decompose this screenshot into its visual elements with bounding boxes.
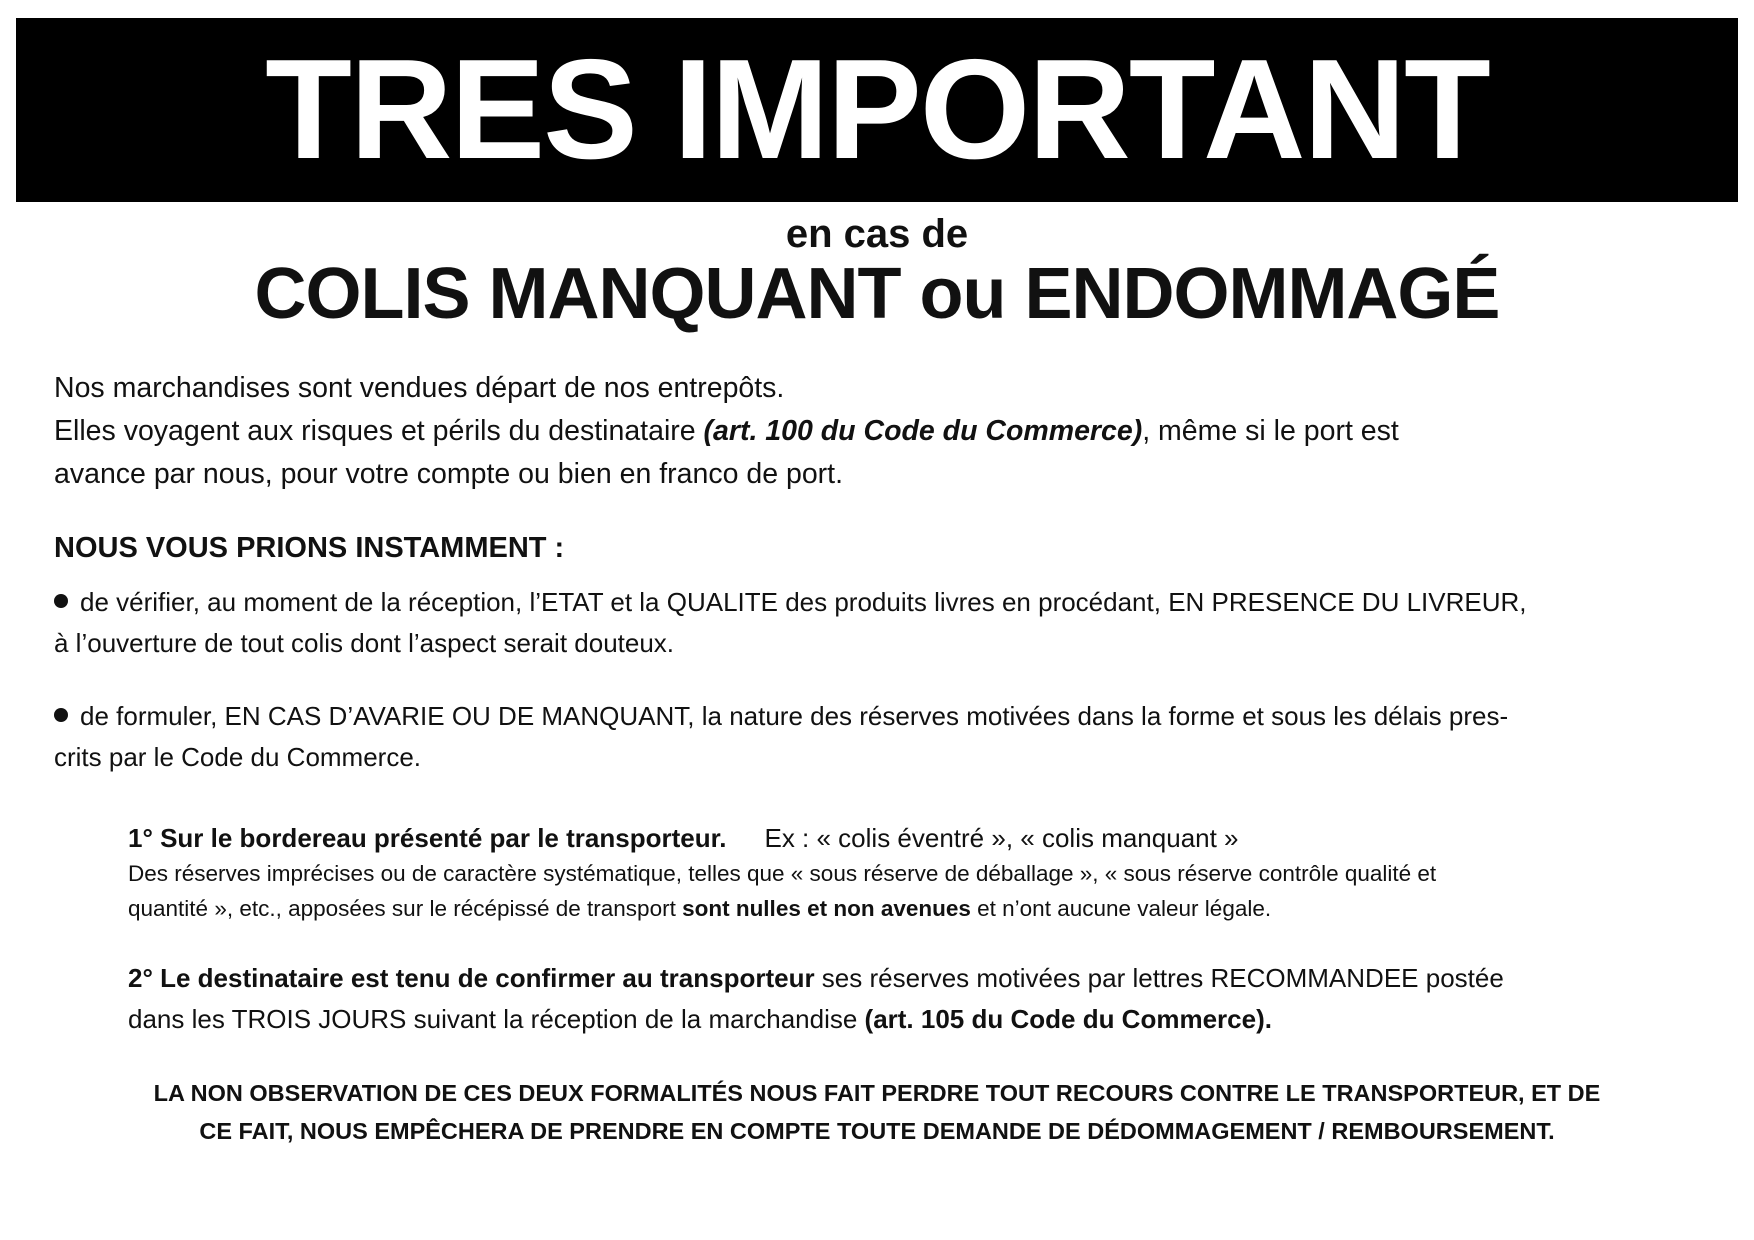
bullet-1-line-2: à l’ouverture de tout colis dont l’aspect serait douteux. xyxy=(54,628,675,658)
bullet-2-line-2: crits par le Code du Commerce. xyxy=(54,742,422,772)
step-2-line-1 xyxy=(128,958,1708,999)
bullet-item-verify xyxy=(54,582,1714,664)
bullet-1-line-1 xyxy=(54,582,1714,623)
bullet-dot-icon xyxy=(54,594,68,608)
intro-paragraph xyxy=(54,367,1714,496)
step-1-example: Ex : « colis éventré », « colis manquant » xyxy=(764,823,1239,853)
bullet-2-line-1 xyxy=(54,696,1714,737)
footer-warning xyxy=(0,1074,1754,1150)
intro-line-3: avance par nous, pour votre compte ou bien en franco de port. xyxy=(54,458,843,490)
bullet-1-text-1: de vérifier, au moment de la réception, l’ETAT et la QUALITE des produits livres en procédant, EN PRESENCE DU LIVREUR, xyxy=(80,587,1527,617)
step-2-line-2 xyxy=(128,999,1708,1040)
intro-line-2 xyxy=(54,410,1714,453)
page-title: TRES IMPORTANT xyxy=(265,30,1489,189)
intro-line-2-start: Elles voyagent aux risques et périls du destinataire xyxy=(54,415,704,447)
section-heading: NOUS VOUS PRIONS INSTAMMENT : xyxy=(54,532,565,564)
step-1-body-bold: sont nulles et non avenues xyxy=(682,896,971,921)
title-banner xyxy=(16,18,1738,202)
step-1-body-line-2-start: quantité », etc., apposées sur le récépissé de transport xyxy=(128,896,683,921)
intro-line-2-end: , même si le port est xyxy=(1142,415,1399,447)
footer-line-2: CE FAIT, NOUS EMPÊCHERA DE PRENDRE EN COMPTE TOUTE DEMANDE DE DÉDOMMAGEMENT / REMBOURSEMENT. xyxy=(199,1118,1555,1144)
step-1-body-line-1: Des réserves imprécises ou de caractère systématique, telles que « sous réserve de déballage », « sous réserve contrôle qualité et xyxy=(128,861,1437,886)
step-2-line-1-rest: ses réserves motivées par lettres RECOMMANDEE postée xyxy=(814,963,1504,993)
bullet-dot-icon xyxy=(54,708,68,722)
step-1-body-line-2 xyxy=(128,891,1708,926)
bullet-2-text-1: de formuler, EN CAS D’AVARIE OU DE MANQUANT, la nature des réserves motivées dans la forme et sous les délais pres- xyxy=(80,701,1509,731)
step-2 xyxy=(128,958,1708,1040)
bullet-item-formulate xyxy=(54,696,1714,778)
step-1-body xyxy=(128,856,1708,926)
step-1-title: 1° Sur le bordereau présenté par le transporteur. xyxy=(128,823,727,853)
step-1-heading xyxy=(128,818,1708,858)
step-2-title: 2° Le destinataire est tenu de confirmer au transporteur xyxy=(128,963,815,993)
intro-line-1: Nos marchandises sont vendues départ de nos entrepôts. xyxy=(54,372,785,404)
footer-line-1: LA NON OBSERVATION DE CES DEUX FORMALITÉS NOUS FAIT PERDRE TOUT RECOURS CONTRE LE TRANSPORTEUR, ET DE xyxy=(153,1080,1601,1106)
subtitle-line-1: en cas de xyxy=(785,212,969,256)
intro-legal-reference: (art. 100 du Code du Commerce) xyxy=(703,415,1143,447)
subtitle-line-2: COLIS MANQUANT ou ENDOMMAGÉ xyxy=(254,254,1500,334)
step-2-line-2-start: dans les TROIS JOURS suivant la réception de la marchandise xyxy=(128,1004,865,1034)
step-2-legal-reference: (art. 105 du Code du Commerce). xyxy=(864,1004,1272,1034)
step-1-body-line-2-end: et n’ont aucune valeur légale. xyxy=(970,896,1272,921)
